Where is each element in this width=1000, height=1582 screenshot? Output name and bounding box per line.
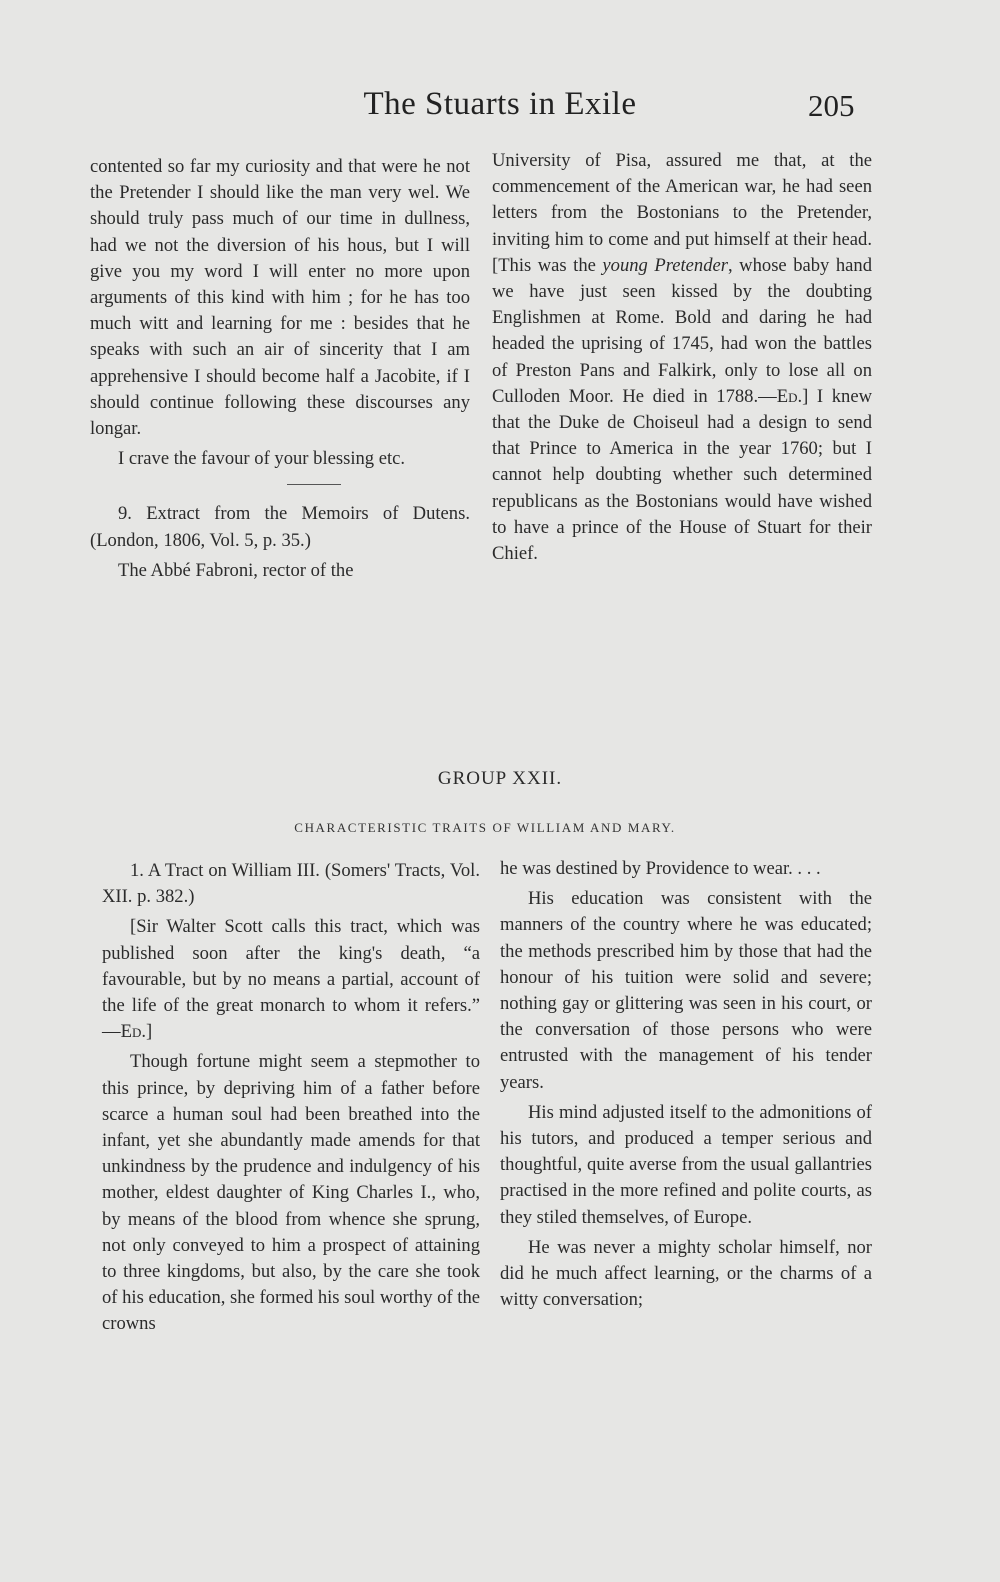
paragraph: Though fortune might seem a stepmother to this prince, by depriving him of a father before scarce a human soul had been breathed into the infant, yet she abundantly made amends for that unkindness by the prudence and indulgency of his mother, eldest daughter of King Charles I., who, by means of the blood from whence she sprung, not only conveyed to him a prospect of attaining to three kingdoms, but also, by the care she took of his education, she formed his soul worthy of the crowns <box>102 1051 481 1335</box>
running-title: The Stuarts in Exile <box>363 86 637 122</box>
editor-mark: Ed <box>776 385 798 407</box>
editor-note <box>102 914 480 1045</box>
page-number: 205 <box>808 88 855 123</box>
emphasis: young Pretender <box>602 254 729 276</box>
text-run: University of Pisa, assured me that, at the commencement of the American war, he had seen letters from the Bostonians to the Pretender, inviting him to come and put himself at their head. [This was the <box>492 150 872 276</box>
paragraph: He was never a mighty scholar himself, nor did he much affect learning, or the charms of a witty conversation; <box>500 1236 872 1311</box>
section-divider <box>287 484 341 485</box>
paragraph: contented so far my curiosity and that were he not the Pretender I should like the man very wel. We should truly pass much of our time in dullness, had we not the diversion of his hous, but I will give you my word I will enter no more upon arguments of this kind with him ; for he has too much witt and learning for me : besides that he speaks with such an air of sincerity that I am apprehensive I should become half a Jacobite, if I should continue following these discourses any longar. <box>90 156 470 440</box>
group-heading: GROUP XXII. <box>437 768 563 789</box>
top-right-column <box>492 148 872 567</box>
paragraph: he was destined by Providence to wear. . . . <box>500 858 821 879</box>
paragraph: The Abbé Fabroni, rector of the <box>118 559 354 581</box>
paragraph: I crave the favour of your blessing etc. <box>118 448 406 470</box>
group-subheading: CHARACTERISTIC TRAITS OF WILLIAM AND MARY. <box>294 820 676 835</box>
section-heading: 1. A Tract on William III. (Somers' Tracts, Vol. XII. p. 382.) <box>102 860 480 908</box>
section-heading: 9. Extract from the Memoirs of Dutens. (London, 1806, Vol. 5, p. 35.) <box>90 503 470 551</box>
text-run: , whose baby hand we have just seen kissed by the doubting Englishmen at Rome. Bold and daring he had headed the uprising of 1745, had won the battles of Preston Pans and Falkirk, only to lose all on Culloden Moor. He died in 1788.— <box>492 254 872 407</box>
paragraph: His education was consistent with the manners of the country where he was educated; the methods prescribed him by those that had the honour of his tuition were solid and severe; nothing gay or glittering was seen in his court, or the conversation of those persons who were entrusted with the management of his tender years. <box>500 888 872 1093</box>
bottom-left-column <box>102 858 480 1338</box>
text-run: [Sir Walter Scott calls this tract, which was published soon after the king's death, “a favourable, but by no means a partial, account of the life of the great monarch to whom it refers.” — <box>102 916 480 1043</box>
top-left-column <box>90 154 470 584</box>
editor-mark: Ed <box>120 1021 142 1043</box>
text-run: .] I knew that the Duke de Choiseul had a design to send that Prince to America in the year 1760; but I cannot help doubting whether such determined republicans as the Bostonians would have wished to have a prince of the House of Stuart for their Chief. <box>492 385 872 565</box>
paragraph: His mind adjusted itself to the admonitions of his tutors, and produced a temper serious and thoughtful, quite averse from the usual gallantries practised in the more refined and polite courts, as they stiled themselves, of Europe. <box>500 1101 872 1228</box>
bottom-right-column <box>500 856 872 1313</box>
text-run: .] <box>141 1021 153 1043</box>
paragraph <box>492 148 872 567</box>
